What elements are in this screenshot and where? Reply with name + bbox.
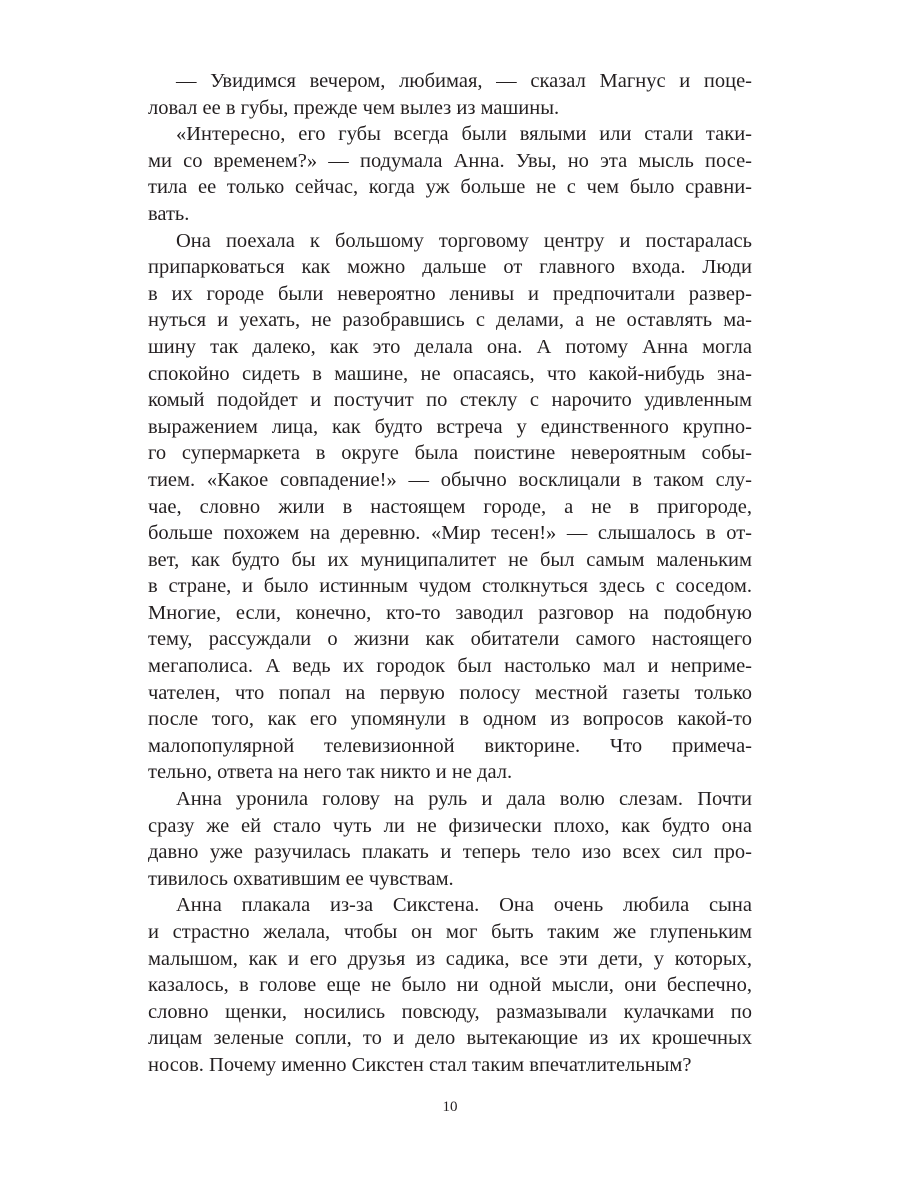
paragraph <box>148 786 752 892</box>
text-line: выражением лица, как будто встреча у единственного крупно- <box>148 415 752 438</box>
text-line: тему, рассуждали о жизни как обитатели самого настоящего <box>148 628 752 651</box>
text-line: в стране, и было истинным чудом столкнуться здесь с соседом. <box>148 575 752 598</box>
text-line: в их городе были невероятно ленивы и предпочитали развер- <box>148 282 752 305</box>
text-line: «Интересно, его губы всегда были вялыми или стали таки- <box>176 123 752 146</box>
text-line: носов. Почему именно Сикстен стал таким впечатлительным? <box>148 1053 692 1076</box>
text-line: вет, как будто бы их муниципалитет не был самым маленьким <box>148 548 752 571</box>
text-line: припарковаться как можно дальше от главного входа. Люди <box>148 256 752 279</box>
text-line: лицам зеленые сопли, то и дело вытекающие из их крошечных <box>148 1027 752 1050</box>
text-line: чателен, что попал на первую полосу местной газеты только <box>148 681 752 704</box>
text-line: и страстно желала, чтобы он мог быть таким же глупеньким <box>148 921 752 943</box>
paragraph <box>148 892 752 1078</box>
paragraph <box>148 68 752 121</box>
text-line: после того, как его упомянули в одном из вопросов какой-то <box>148 708 752 731</box>
text-line: Она поехала к большому торговому центру и постаралась <box>176 229 752 252</box>
text-line: Анна уронила голову на руль и дала волю слезам. Почти <box>176 788 752 811</box>
text-line: тивилось охватившим ее чувствам. <box>148 867 454 890</box>
text-line: — Увидимся вечером, любимая, — сказал Магнус и поце- <box>176 70 752 92</box>
text-line: Анна плакала из-за Сикстена. Она очень любила сына <box>176 894 752 917</box>
text-line: мегаполиса. А ведь их городок был настолько мал и неприме- <box>148 655 752 678</box>
text-line: больше похожем на деревню. «Мир тесен!» — слышалось в от- <box>148 522 752 545</box>
text-line: нуться и уехать, не разобравшись с делами, а не оставлять ма- <box>148 309 752 332</box>
text-line: чае, словно жили в настоящем городе, а не в пригороде, <box>148 495 752 518</box>
paragraph <box>148 121 752 227</box>
text-line: шину так далеко, как это делала она. А потому Анна могла <box>148 335 752 358</box>
text-line: сразу же ей стало чуть ли не физически плохо, как будто она <box>148 814 752 837</box>
text-line: казалось, в голове еще не было ни одной мысли, они беспечно, <box>148 974 752 997</box>
text-line: словно щенки, носились повсюду, размазывали кулачками по <box>148 1000 752 1023</box>
text-line: го супермаркета в округе была поистине невероятным собы- <box>148 442 752 465</box>
page-number: 10 <box>442 1099 458 1115</box>
paragraph <box>148 228 752 786</box>
text-line: комый подойдет и постучит по стеклу с нарочито удивленным <box>148 389 752 412</box>
text-line: вать. <box>148 202 190 225</box>
text-line: малопопулярной телевизионной викторине. Что примеча- <box>148 734 752 757</box>
text-line: давно уже разучилась плакать и теперь тело изо всех сил про- <box>148 841 752 864</box>
book-page-text <box>148 68 752 1079</box>
text-line: спокойно сидеть в машине, не опасаясь, что какой-нибудь зна- <box>148 362 752 385</box>
text-line: ми со временем?» — подумала Анна. Увы, но эта мысль посе- <box>148 149 752 172</box>
text-line: Многие, если, конечно, кто-то заводил разговор на подобную <box>148 601 752 624</box>
text-line: ловал ее в губы, прежде чем вылез из машины. <box>148 96 560 119</box>
text-line: тила ее только сейчас, когда уж больше не с чем было сравни- <box>148 176 752 199</box>
text-line: тием. «Какое совпадение!» — обычно восклицали в таком слу- <box>148 468 752 491</box>
text-line: малышом, как и его друзья из садика, все эти дети, у которых, <box>148 947 752 970</box>
text-line: тельно, ответа на него так никто и не дал. <box>148 761 513 784</box>
